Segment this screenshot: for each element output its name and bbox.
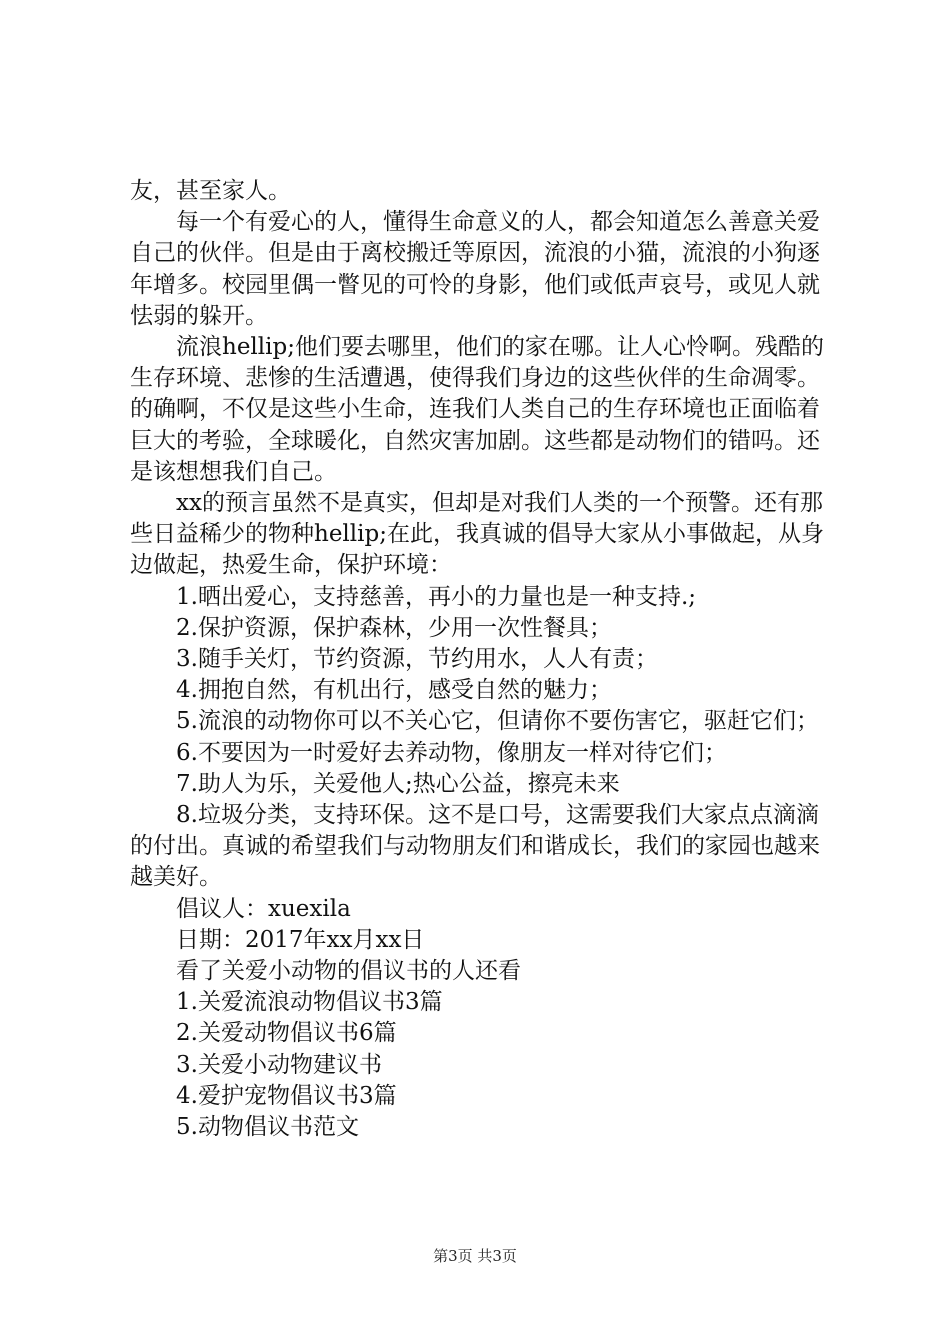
list-item: 6.不要因为一时爱好去养动物，像朋友一样对待它们； [176,739,727,766]
signature-line: 倡议人：xuexila [176,895,351,922]
list-item: 3.随手关灯，节约资源，节约用水，人人有责； [176,646,658,673]
paragraph: 友，甚至家人。 [130,178,291,204]
related-heading: 看了关爱小动物的倡议书的人还看 [176,958,521,985]
list-item: 5.流浪的动物你可以不关心它，但请你不要伤害它，驱赶它们； [176,708,819,735]
list-item: 2.保护资源，保护森林，少用一次性餐具； [176,614,612,641]
paragraph: 每一个有爱心的人，懂得生命意义的人，都会知道怎么善意关爱自己的伙伴。但是由于离校搬迁等原因，流浪的小猫，流浪的小狗逐年增多。校园里偶一瞥见的可怜的身影，他们或低声哀号，或见人就怯弱的躲开。 [130,209,820,329]
list-item: 7.助人为乐，关爱他人;热心公益，擦亮未来 [176,770,620,797]
page-number: 第3页 共3页 [433,1247,517,1265]
related-link: 5.动物倡议书范文 [176,1114,359,1141]
related-link: 2.关爱动物倡议书6篇 [176,1020,397,1047]
related-link: 4.爱护宠物倡议书3篇 [176,1082,397,1109]
paragraph: xx的预言虽然不是真实，但却是对我们人类的一个预警。还有那些日益稀少的物种hellip;在此，我真诚的倡导大家从小事做起，从身边做起，热爱生命，保护环境： [130,490,824,579]
list-item: 8.垃圾分类，支持环保。这不是口号，这需要我们大家点点滴滴的付出。真诚的希望我们与动物朋友们和谐成长，我们的家园也越来越美好。 [130,802,820,891]
list-item: 1.晒出爱心，支持慈善，再小的力量也是一种支持.; [176,583,697,610]
date-line: 日期：2017年xx月xx日 [176,926,425,953]
paragraph: 流浪hellip;他们要去哪里，他们的家在哪。让人心怜啊。残酷的生存环境、悲惨的生活遭遇，使得我们身边的这些伙伴的生命凋零。的确啊，不仅是这些小生命，连我们人类自己的生存环境也正面临着巨大的考验，全球暖化，自然灾害加剧。这些都是动物们的错吗。还是该想想我们自己。 [130,334,824,485]
related-link: 3.关爱小动物建议书 [176,1051,382,1078]
related-link: 1.关爱流浪动物倡议书3篇 [176,989,443,1016]
list-item: 4.拥抱自然，有机出行，感受自然的魅力； [176,677,612,704]
document-body [130,176,835,1143]
